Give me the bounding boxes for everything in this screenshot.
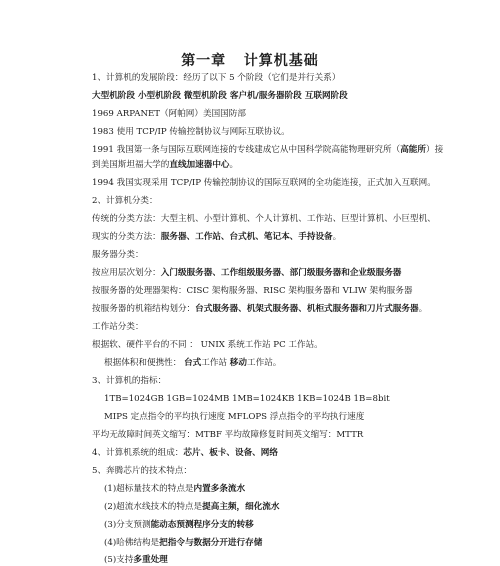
workstation-by-platform: 根据软、硬件平台的不同 ： UNIX 系统工作站 PC 工作站。 xyxy=(92,340,323,350)
ihep-name: 高能所 xyxy=(400,145,426,155)
workstation-text-2: 工作站。 xyxy=(247,358,282,368)
reliability-metrics: 平均无故障时间英文缩写：MTBF 平均故障修复时间英文缩写：MTTR xyxy=(92,430,364,440)
section-3-heading: 3、计算机的指标： xyxy=(92,376,167,386)
slac-name: 直线加速器中心 xyxy=(169,160,230,170)
feature-3 xyxy=(104,519,254,531)
modern-label: 现实的分类方法： xyxy=(92,232,161,242)
server-by-application xyxy=(92,267,401,279)
event-1969: 1969 ARPANET（阿帕网）美国国防部 xyxy=(92,109,246,119)
feature-3-label: (3)分支预测 xyxy=(104,520,151,530)
workstation-size-label: 根据体积和便携性： xyxy=(104,358,185,368)
section-4-heading xyxy=(92,447,278,459)
modern-end: 。 xyxy=(332,232,342,242)
workstation-text-1: 工作站 xyxy=(201,358,230,368)
event-1991-line-2 xyxy=(92,159,238,171)
mobile-word: 移动 xyxy=(229,358,247,368)
server-classification-heading: 服务器分类： xyxy=(92,250,144,260)
feature-5 xyxy=(104,555,168,565)
feature-4 xyxy=(104,537,262,549)
workstation-classification-heading: 工作站分类： xyxy=(92,322,144,332)
event-1991-text: 1991 我国第一条与国际互联网连接的专线建成它从中国科学院高能物理研究所（ xyxy=(92,145,401,155)
stanford-text: 到美国斯坦福大学的 xyxy=(92,160,170,170)
feature-5-label: (5)支持 xyxy=(104,555,134,565)
desktop-word: 台式 xyxy=(184,358,202,368)
feature-1-label: (1)超标量技术的特点是 xyxy=(104,484,194,494)
feature-1-value: 内置多条流水 xyxy=(193,484,246,494)
section-5-heading: 5、奔腾芯片的技术特点： xyxy=(92,466,192,476)
chapter-title: 第一章 计算机基础 xyxy=(181,53,319,69)
storage-units: 1TB=1024GB 1GB=1024MB 1MB=1024KB 1KB=1024B 1B=8bit xyxy=(104,394,390,404)
system-components: 芯片、板卡、设备、网络 xyxy=(183,448,278,458)
feature-1 xyxy=(104,483,245,495)
section-2-heading: 2、计算机分类： xyxy=(92,196,158,206)
feature-4-label: (4)哈佛结构是 xyxy=(104,538,160,548)
event-1983: 1983 使用 TCP/IP 传输控制协议与网际互联协议。 xyxy=(92,127,290,137)
server-chassis-label: 按服务器的机箱结构划分： xyxy=(92,304,196,314)
server-by-architecture: 按服务器的处理器架构：CISC 架构服务器、RISC 架构服务器和 VLIW 架构服务器 xyxy=(92,286,413,296)
modern-classification xyxy=(92,231,341,243)
feature-3-value: 能动态预测程序分支的转移 xyxy=(150,520,254,530)
feature-2-label: (2)超流水线技术的特点是 xyxy=(104,502,203,512)
feature-2 xyxy=(104,501,279,513)
event-1991-line-1 xyxy=(92,144,443,156)
feature-5-value: 多重处理 xyxy=(133,555,168,565)
modern-categories: 服务器、工作站、台式机、笔记本、手持设备 xyxy=(160,232,333,242)
stanford-end: 。 xyxy=(229,160,239,170)
traditional-classification: 传统的分类方法：大型主机、小型计算机、个人计算机、工作站、巨型计算机、小巨型机、 xyxy=(92,214,436,224)
section-1-heading: 1、计算机的发展阶段：经历了以下 5 个阶段（它们是并行关系） xyxy=(92,73,341,83)
server-chassis-types: 台式服务器、机架式服务器、机柜式服务器和刀片式服务器 xyxy=(195,304,419,314)
system-composition-label: 4、计算机系统的组成： xyxy=(92,448,184,458)
event-1991-tail: ）接 xyxy=(426,145,444,155)
feature-4-value: 把指令与数据分开进行存储 xyxy=(159,538,263,548)
speed-metrics: MIPS 定点指令的平均执行速度 MFLOPS 浮点指令的平均执行速度 xyxy=(104,412,365,422)
server-app-levels: 入门级服务器、工作组级服务器、部门级服务器和企业级服务器 xyxy=(160,268,402,278)
server-by-chassis xyxy=(92,303,427,315)
server-chassis-end: 。 xyxy=(418,304,428,314)
workstation-by-size xyxy=(104,357,281,369)
development-stages: 大型机阶段 小型机阶段 微型机阶段 客户机/服务器阶段 互联网阶段 xyxy=(92,91,348,101)
event-1994: 1994 我国实现采用 TCP/IP 传输控制协议的国际互联网的全功能连接，正式加入互联网。 xyxy=(92,178,436,188)
feature-2-value: 提高主频，细化流水 xyxy=(202,502,280,512)
server-app-label: 按应用层次划分： xyxy=(92,268,161,278)
